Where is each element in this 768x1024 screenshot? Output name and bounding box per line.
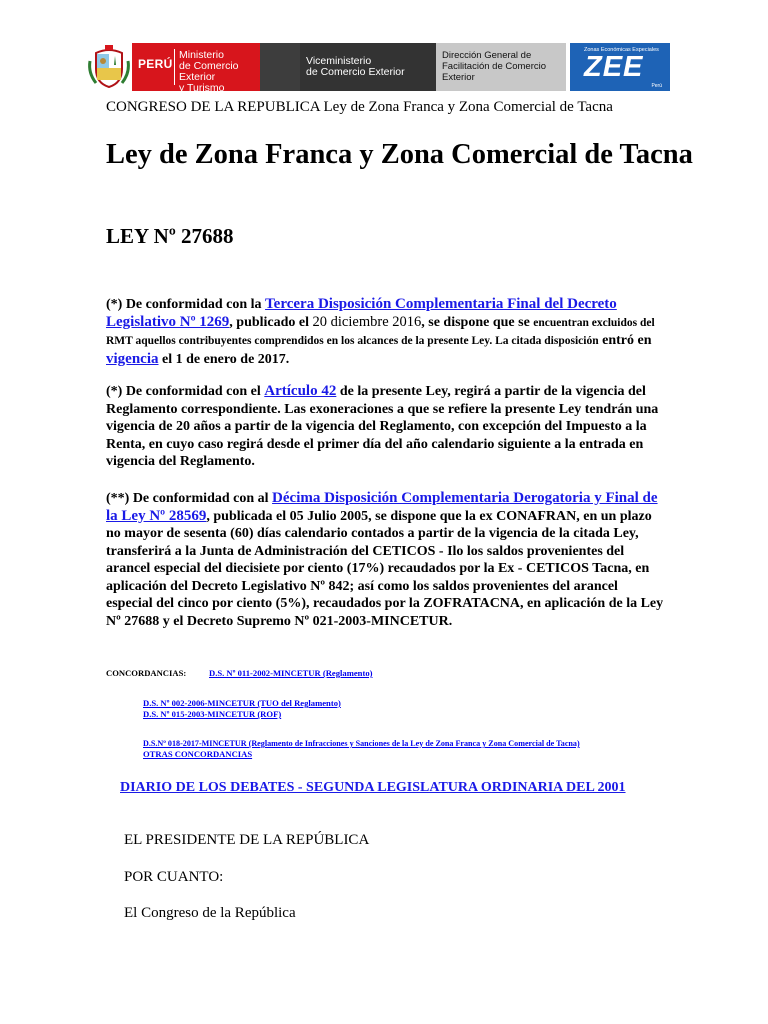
directorate-logo — [436, 43, 566, 91]
link-ley-28569[interactable]: Décima Disposición Complementaria Derogatoria y Final de la Ley Nº 28569 — [106, 490, 658, 524]
zee-wordmark: ZEE — [584, 51, 644, 83]
debate-paragraph — [106, 779, 666, 797]
concordancias-label: CONCORDANCIAS: — [106, 668, 187, 678]
zee-subtitle: Zonas Económicas Especiales — [584, 47, 659, 53]
note-date: 20 diciembre 2016 — [312, 313, 422, 330]
concordancia-link-3[interactable]: D.S. Nº 015-2003-MINCETUR (ROF) — [143, 709, 282, 719]
president-heading: EL PRESIDENTE DE LA REPÚBLICA — [124, 832, 370, 848]
peru-label: PERÚ — [138, 57, 173, 71]
peru-coat-of-arms-icon — [86, 43, 132, 91]
zee-country: Perú — [651, 83, 662, 89]
link-decreto-1269[interactable]: Tercera Disposición Complementaria Final del Decreto Legislativo Nº 1269 — [106, 296, 617, 330]
logo-divider — [174, 49, 175, 85]
viceministry-name: Viceministerio de Comercio Exterior — [306, 55, 405, 78]
breadcrumb: CONGRESO DE LA REPUBLICA Ley de Zona Franca y Zona Comercial de Tacna — [106, 99, 613, 115]
concordancia-link-1[interactable]: D.S. Nº 011-2002-MINCETUR (Reglamento) — [209, 668, 373, 678]
link-vigencia[interactable]: vigencia — [106, 350, 159, 367]
concordancia-link-2[interactable]: D.S. Nº 002-2006-MINCETUR (TUO del Reglamento) — [143, 698, 341, 708]
note-ley-28569: (**) De conformidad con al Décima Disposición Complementaria Derogatoria y Final de la Ley Nº 28569, publicada el 05 Julio 2005, se dispone que la ex CONAFRAN, en un plazo no mayor de sesenta (60) días calendario contados a partir de la vigencia de la citada Ley, transferirá a la Junta de Administración del CETICOS - Ilo los saldos provenientes del arancel especial del diecisiete por ciento (17%) recaudados por la Ex - CETICOS Tacna, en aplicación del Decreto Legislativo Nº 842; así como los saldos provenientes del arancel especial del cinco por ciento (5%), recaudados por la ZOFRATACNA, en aplicación de la Ley Nº 27688 y el Decreto Supremo Nº 021-2003-MINCETUR. — [106, 490, 664, 629]
law-number: LEY Nº 27688 — [106, 224, 234, 248]
ministry-name: Ministerio de Comercio Exterior y Turismo — [179, 49, 239, 94]
otras-concordancias-link[interactable]: OTRAS CONCORDANCIAS — [143, 749, 253, 759]
zee-logo — [570, 43, 670, 91]
diario-debates-link[interactable]: DIARIO DE LOS DEBATES - SEGUNDA LEGISLATURA ORDINARIA DEL 2001 — [120, 780, 626, 795]
page-title: Ley de Zona Franca y Zona Comercial de Tacna — [106, 139, 693, 170]
link-articulo-42[interactable]: Artículo 42 — [264, 383, 337, 399]
por-cuanto: POR CUANTO: — [124, 869, 224, 885]
note-articulo-42: (*) De conformidad con el Artículo 42 de la presente Ley, regirá a partir de la vigencia del Reglamento correspondiente. Las exoneraciones a que se refiere la presente Ley tendrán una vigencia de 20 años a partir de la vigencia del Reglamento, con excepción del Impuesto a la Renta, en cuyo caso regirá desde el primer día del año calendario siguiente a la entrada en vigencia del Reglamento. — [106, 383, 659, 469]
logo-spacer — [260, 43, 300, 91]
header-logo-bar — [86, 43, 670, 94]
concordancia-link-4[interactable]: D.S.Nº 018-2017-MINCETUR (Reglamento de Infracciones y Sanciones de la Ley de Zona Franca y Zona Comercial de Tacna) — [143, 739, 580, 748]
peru-ministry-logo — [132, 43, 260, 94]
congreso-text: El Congreso de la República — [124, 905, 296, 921]
note-decreto-1269: (*) De conformidad con la Tercera Disposición Complementaria Final del Decreto Legislativo Nº 1269, publicado el 20 diciembre 2016, se dispone que se encuentran excluidos del RMT aquellos contribuyentes comprendidos en los alcances de la presente Ley. La citada disposición entró en vigencia el 1 de enero de 2017. — [106, 296, 655, 367]
directorate-name: Dirección General de Facilitación de Comercio Exterior — [442, 50, 547, 83]
